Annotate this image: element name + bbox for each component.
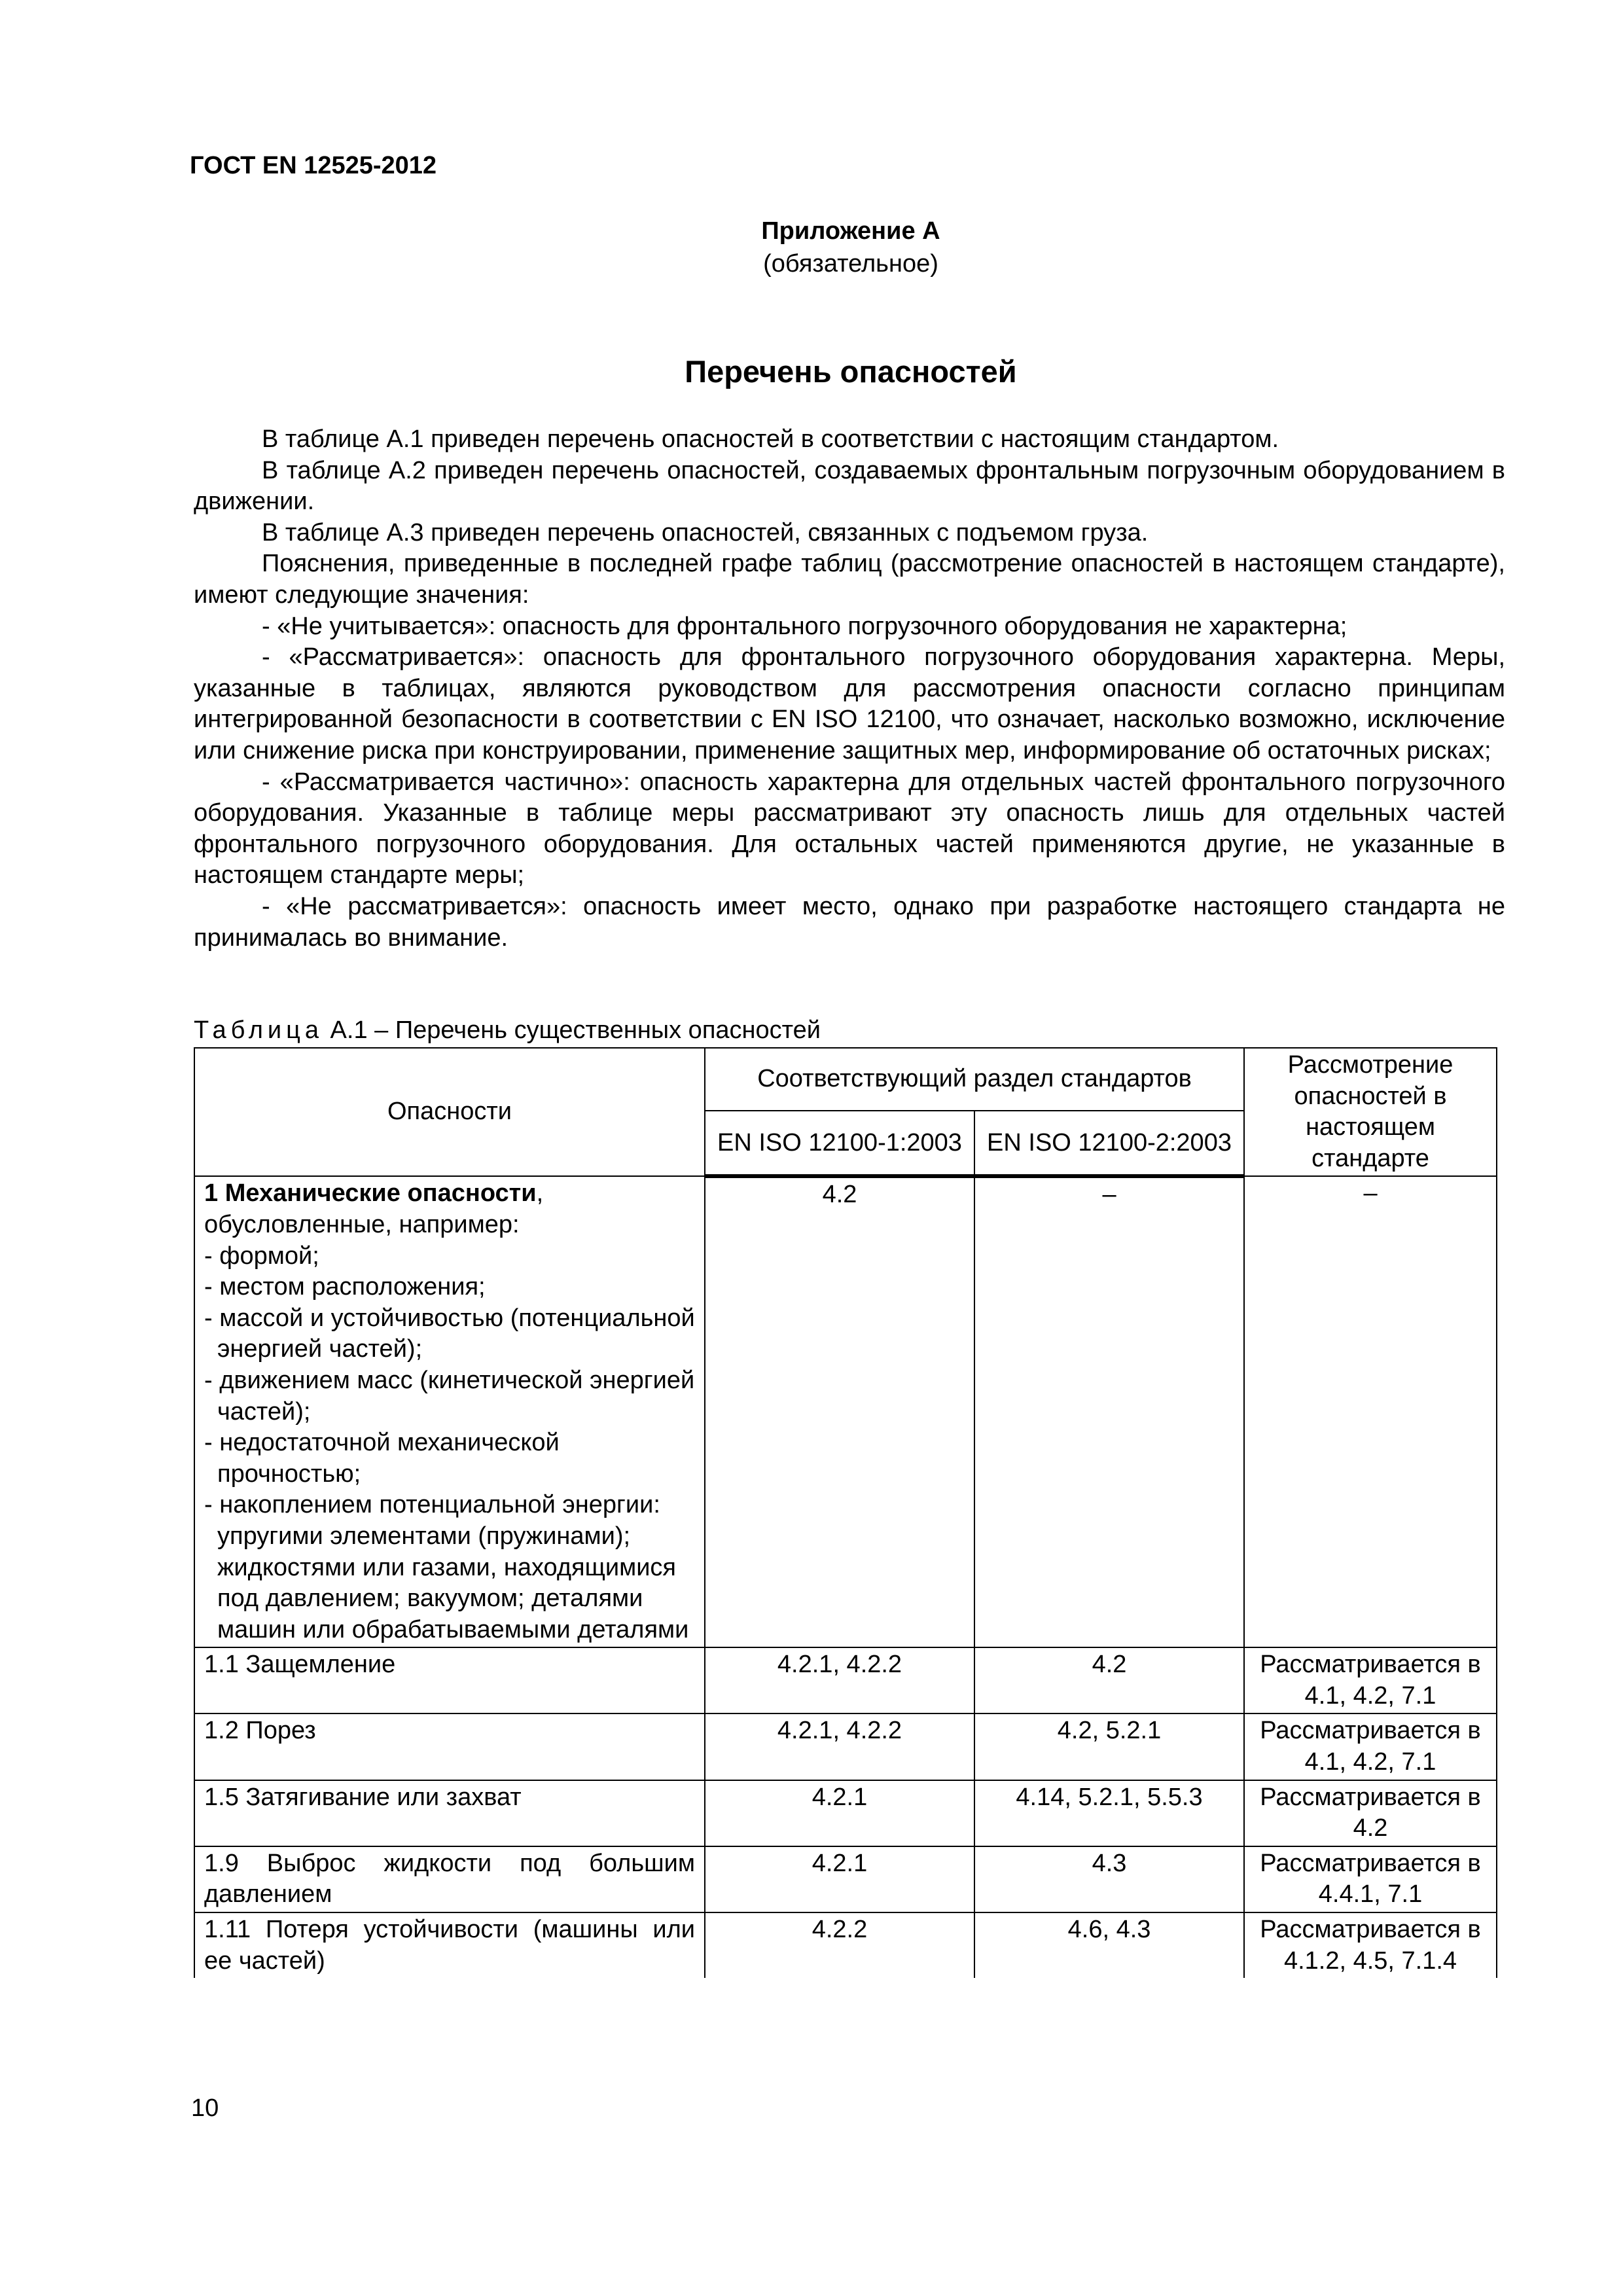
hazard-list-item: - движением масс (кинетической энергией частей); [204,1366,695,1426]
column-header-std1: EN ISO 12100-1:2003 [705,1111,974,1176]
consideration-cell: Рассматривается в 4.1.2, 4.5, 7.1.4 [1244,1912,1497,1978]
annex-subtitle: (обязательное) [763,250,938,278]
intro-paragraph: - «Не рассматривается»: опасность имеет место, однако при разработке настоящего стандарта не принималась во внимание. [194,892,1505,952]
column-header-consideration: Рассмотрение опасностей в настоящем стандарте [1244,1048,1497,1176]
hazard-cell: 1.9 Выброс жидкости под большим давлением [194,1846,705,1912]
intro-paragraph: - «Рассматривается»: опасность для фронтального погрузочного оборудования характерна. Меры, указанные в таблицах, являются руководством для рассмотрения опасности согласно принципам интегрированной безопасности в соответствии с EN ISO 12100, что означает, насколько возможно, исключение или снижение риска при конструировании, применение защитных мер, информирование об остаточных рисках; [194,643,1505,764]
std2-cell: 4.6, 4.3 [974,1912,1244,1978]
column-header-group: Соответствующий раздел стандартов [705,1048,1244,1111]
hazard-group-title: 1 Механические опасности [204,1179,537,1208]
table-caption-text: А.1 – Перечень существенных опасностей [323,1016,821,1044]
consideration-cell: – [1244,1176,1497,1647]
hazard-list-item: - местом расположения; [204,1273,486,1301]
consideration-cell: Рассматривается в 4.1, 4.2, 7.1 [1244,1713,1497,1780]
column-header-std2: EN ISO 12100-2:2003 [974,1111,1244,1176]
table-row [194,1713,1497,1780]
hazard-cell: 1.5 Затягивание или захват [194,1780,705,1846]
hazard-cell: 1.2 Порез [194,1713,705,1780]
std1-cell: 4.2.1 [705,1846,974,1912]
hazard-group-cell [194,1176,705,1647]
hazard-list-item: - формой; [204,1242,319,1270]
std1-cell: 4.2.1 [705,1780,974,1846]
hazard-cell: 1.11 Потеря устойчивости (машины или ее частей) [194,1912,705,1978]
consideration-cell: Рассматривается в 4.4.1, 7.1 [1244,1846,1497,1912]
table-row [194,1912,1497,1978]
std2-cell: – [974,1176,1244,1647]
hazard-list-item: - накоплением потенциальной энергии: упругими элементами (пружинами); жидкостями или газами, находящимися под давлением; вакуумом; деталями машин или обрабатываемыми деталями [204,1491,689,1643]
table-row [194,1647,1497,1713]
intro-paragraph: В таблице А.1 приведен перечень опасностей в соответствии с настоящим стандартом. [262,425,1279,453]
table-row [194,1780,1497,1846]
intro-paragraph: В таблице А.2 приведен перечень опасностей, создаваемых фронтальным погрузочным оборудованием в движении. [194,456,1505,516]
std2-cell: 4.14, 5.2.1, 5.5.3 [974,1780,1244,1846]
std2-cell: 4.2 [974,1647,1244,1713]
intro-paragraph: Пояснения, приведенные в последней графе таблиц (рассмотрение опасностей в настоящем стандарте), имеют следующие значения: [194,550,1505,609]
section-heading: Перечень опасностей [685,354,1017,389]
std2-cell: 4.2, 5.2.1 [974,1713,1244,1780]
column-header-hazards: Опасности [194,1048,705,1176]
hazard-cell: 1.1 Защемление [194,1647,705,1713]
consideration-cell: Рассматривается в 4.2 [1244,1780,1497,1846]
intro-paragraph: - «Рассматривается частично»: опасность характерна для отдельных частей фронтального погрузочного оборудования. Указанные в таблице меры рассматривают эту опасность лишь для отдельных частей фронтального погрузочного оборудования. Для остальных частей применяются другие, не указанные в настоящем стандарте меры; [194,768,1505,889]
std1-cell: 4.2 [705,1176,974,1647]
table-row [194,1176,1497,1647]
intro-paragraph: - «Не учитывается»: опасность для фронтального погрузочного оборудования не характерна; [262,612,1347,640]
std2-cell: 4.3 [974,1846,1244,1912]
annex-title: Приложение А [761,217,940,245]
hazard-group-title-suffix: , [536,1179,544,1208]
std1-cell: 4.2.2 [705,1912,974,1978]
hazards-table [194,1047,1497,1978]
hazard-list-item: - недостаточной механической прочностью; [204,1429,560,1488]
std1-cell: 4.2.1, 4.2.2 [705,1647,974,1713]
table-header-row [194,1048,1497,1111]
intro-text [194,424,1505,954]
table-caption [194,1016,821,1045]
std1-cell: 4.2.1, 4.2.2 [705,1713,974,1780]
intro-paragraph: В таблице А.3 приведен перечень опасностей, связанных с подъемом груза. [262,518,1149,547]
table-caption-label: Таблица [194,1016,323,1044]
table-row [194,1846,1497,1912]
consideration-cell: Рассматривается в 4.1, 4.2, 7.1 [1244,1647,1497,1713]
hazard-list-item: - массой и устойчивостью (потенциальной энергией частей); [204,1304,695,1363]
hazard-group-intro: обусловленные, например: [204,1210,520,1238]
page-number: 10 [191,2094,219,2122]
document-header: ГОСТ EN 12525-2012 [190,152,437,179]
